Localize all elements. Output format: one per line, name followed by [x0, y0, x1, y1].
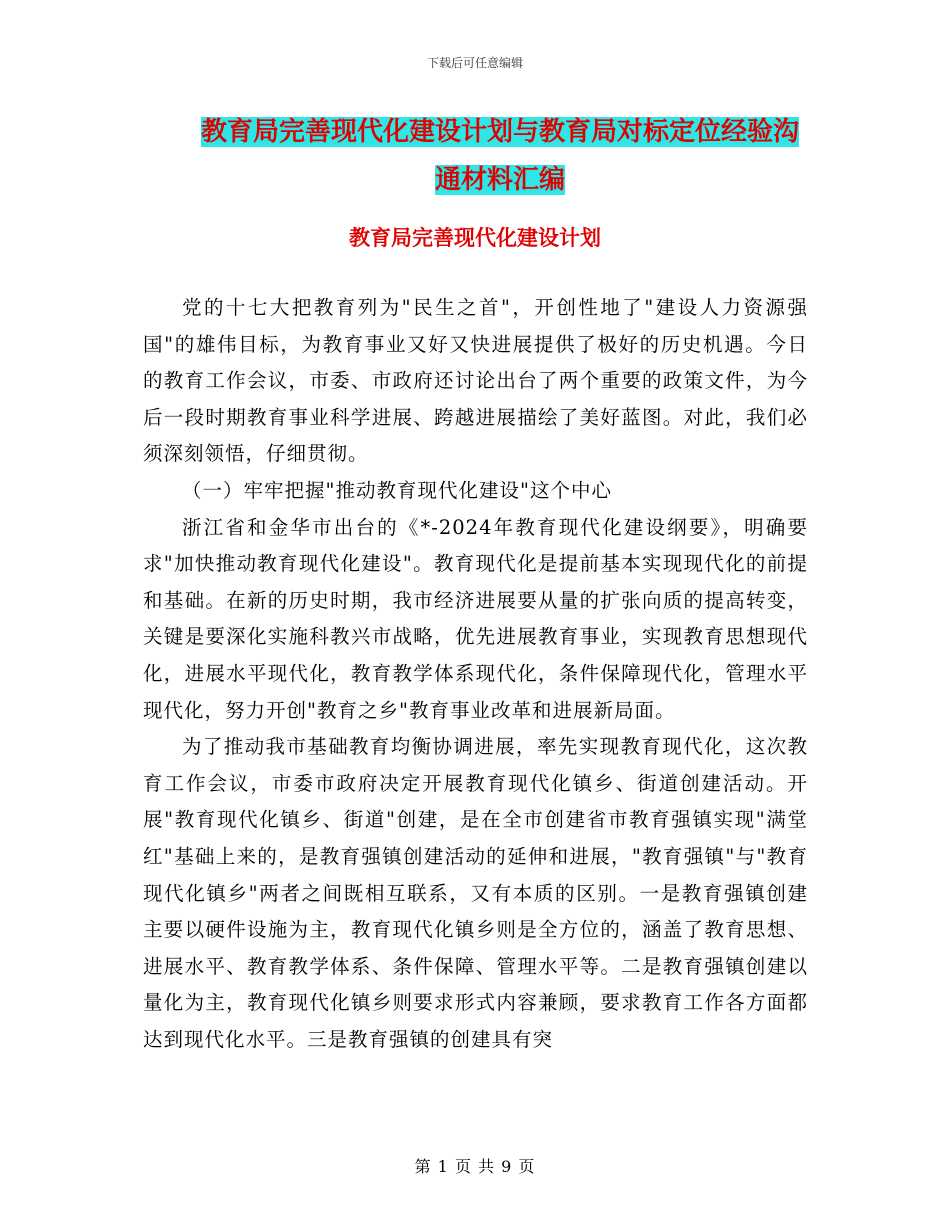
document-title: [190, 108, 810, 204]
page-footer: 第 1 页 共 9 页: [414, 1157, 536, 1176]
document-body: [143, 290, 808, 1058]
section-title: 教育局完善现代化建设计划: [349, 226, 601, 250]
header-note: 下载后可任意编辑: [426, 56, 523, 70]
paragraph: 为了推动我市基础教育均衡协调进展，率先实现教育现代化，这次教育工作会议，市委市政府决定开展教育现代化镇乡、街道创建活动。开展"教育现代化镇乡、街道"创建，是在全市创建省市教育强镇实现"满堂红"基础上来的，是教育强镇创建活动的延伸和进展，"教育强镇"与"教育现代化镇乡"两者之间既相互联系，又有本质的区别。一是教育强镇创建主要以硬件设施为主，教育现代化镇乡则是全方位的，涵盖了教育思想、进展水平、教育教学体系、条件保障、管理水平等。二是教育强镇创建以量化为主，教育现代化镇乡则要求形式内容兼顾，要求教育工作各方面都达到现代化水平。三是教育强镇的创建具有突: [143, 735, 808, 1051]
paragraph: 浙江省和金华市出台的《*-2024年教育现代化建设纲要》，明确要求"加快推动教育现代化建设"。教育现代化是提前基本实现现代化的前提和基础。在新的历史时期，我市经济进展要从量的扩张向质的提高转变，关键是要深化实施科教兴市战略，优先进展教育事业，实现教育思想现代化，进展水平现代化，教育教学体系现代化，条件保障现代化，管理水平现代化，努力开创"教育之乡"教育事业改革和进展新局面。: [143, 515, 808, 722]
document-title-line2: 通材料汇编: [434, 165, 565, 195]
document-title-line1: 教育局完善现代化建设计划与教育局对标定位经验沟: [200, 117, 799, 147]
subheading: （一）牢牢把握"推动教育现代化建设"这个中心: [182, 478, 612, 502]
paragraph: 党的十七大把教育列为"民生之首"，开创性地了"建设人力资源强国"的雄伟目标，为教育事业又好又快进展提供了极好的历史机遇。今日的教育工作会议，市委、市政府还讨论出台了两个重要的政策文件，为今后一段时期教育事业科学进展、跨越进展描绘了美好蓝图。对此，我们必须深刻领悟，仔细贯彻。: [143, 296, 808, 466]
